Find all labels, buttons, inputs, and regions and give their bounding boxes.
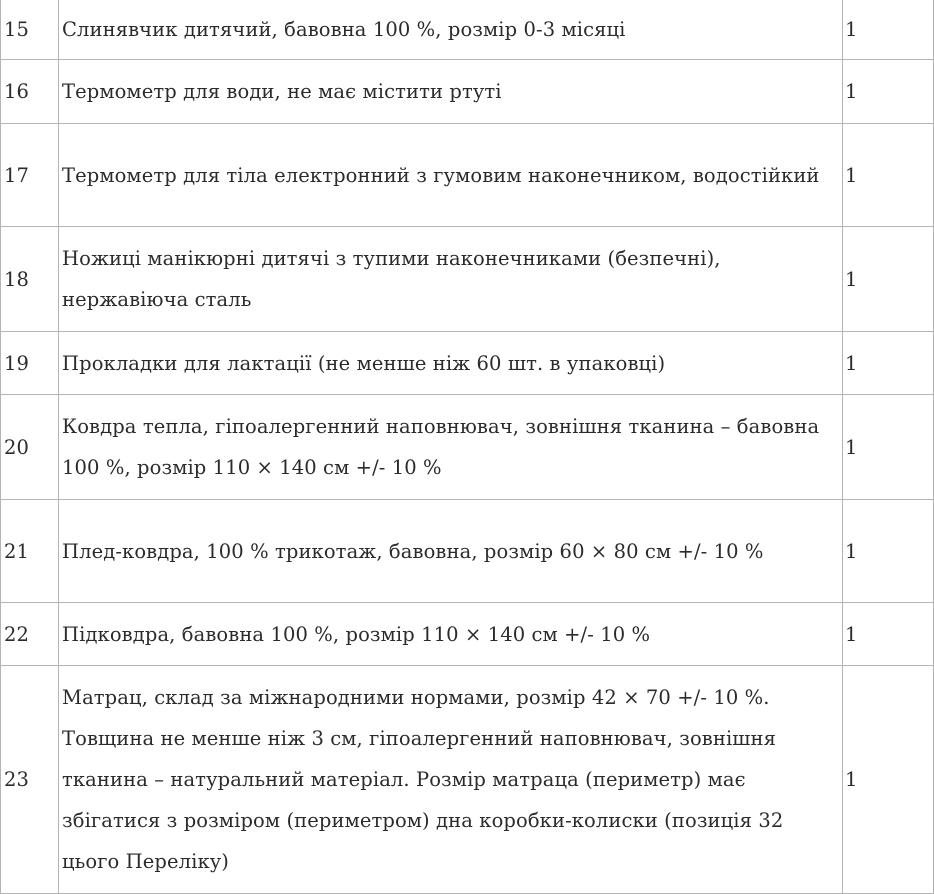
row-description: Ковдра тепла, гіпоалергенний наповнювач, зовнішня тканина – бавовна 100 %, розмір 110 × 140 см +/- 10 % (59, 395, 843, 500)
row-number: 15 (1, 0, 59, 60)
row-number: 22 (1, 603, 59, 666)
row-quantity: 1 (843, 332, 934, 395)
row-quantity: 1 (843, 603, 934, 666)
row-description: Ножиці манікюрні дитячі з тупими наконечниками (безпечні), нержавіюча сталь (59, 227, 843, 332)
row-description: Термометр для тіла електронний з гумовим наконечником, водостійкий (59, 124, 843, 227)
table-row (1, 332, 934, 395)
row-number: 16 (1, 60, 59, 124)
row-quantity: 1 (843, 395, 934, 500)
row-number: 19 (1, 332, 59, 395)
table-row (1, 0, 934, 60)
row-quantity: 1 (843, 227, 934, 332)
row-description: Плед-ковдра, 100 % трикотаж, бавовна, розмір 60 × 80 см +/- 10 % (59, 500, 843, 603)
row-quantity: 1 (843, 500, 934, 603)
table-row (1, 603, 934, 666)
row-quantity: 1 (843, 124, 934, 227)
row-number: 20 (1, 395, 59, 500)
table-row (1, 124, 934, 227)
row-description: Прокладки для лактації (не менше ніж 60 шт. в упаковці) (59, 332, 843, 395)
table-row (1, 500, 934, 603)
table-row (1, 227, 934, 332)
row-number: 21 (1, 500, 59, 603)
table-row (1, 395, 934, 500)
row-number: 23 (1, 666, 59, 894)
table-row (1, 666, 934, 894)
table-row (1, 60, 934, 124)
row-description: Матрац, склад за міжнародними нормами, розмір 42 × 70 +/- 10 %. Товщина не менше ніж 3 см, гіпоалергенний наповнювач, зовнішня тканина – натуральний матеріал. Розмір матраца (периметр) має збігатися з розміром (периметром) дна коробки-колиски (позиція 32 цього Переліку) (59, 666, 843, 894)
row-quantity: 1 (843, 666, 934, 894)
row-description: Термометр для води, не має містити ртуті (59, 60, 843, 124)
row-number: 17 (1, 124, 59, 227)
row-quantity: 1 (843, 0, 934, 60)
row-description: Слинявчик дитячий, бавовна 100 %, розмір 0-3 місяці (59, 0, 843, 60)
row-quantity: 1 (843, 60, 934, 124)
row-description: Підковдра, бавовна 100 %, розмір 110 × 140 см +/- 10 % (59, 603, 843, 666)
row-number: 18 (1, 227, 59, 332)
